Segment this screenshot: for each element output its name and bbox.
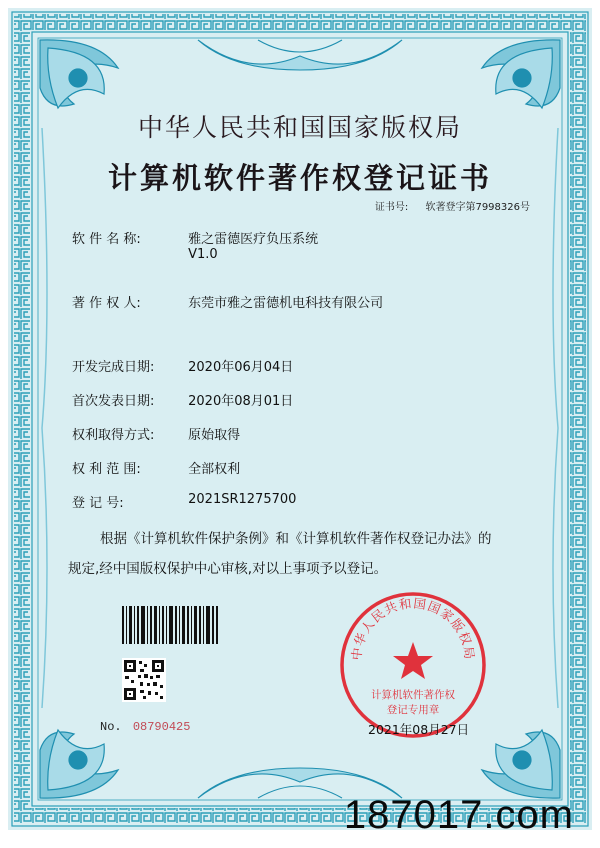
watermark-text: 187017.com bbox=[343, 793, 574, 837]
field-software-name bbox=[72, 228, 318, 262]
field-label: 权利取得方式: bbox=[72, 428, 155, 443]
certificate-title: 计算机软件著作权登记证书 bbox=[107, 161, 492, 195]
field-value: 2021SR1275700 bbox=[188, 492, 297, 507]
corner-ornament-tr bbox=[482, 40, 560, 108]
seal-inner-line-1: 计算机软件著作权 bbox=[371, 689, 455, 701]
certificate-number bbox=[375, 198, 530, 213]
field-value: 全部权利 bbox=[188, 462, 241, 477]
serial-label: No. bbox=[100, 720, 122, 734]
legal-statement bbox=[68, 524, 538, 584]
field-label: 首次发表日期: bbox=[72, 394, 155, 409]
field-rights-scope bbox=[72, 458, 240, 477]
legal-statement-line-2: 规定,经中国版权保护中心审核,对以上事项予以登记。 bbox=[68, 561, 388, 577]
field-value: 2020年08月01日 bbox=[188, 394, 294, 409]
field-publication-date bbox=[72, 390, 293, 409]
field-completion-date bbox=[72, 356, 293, 375]
field-registration-number bbox=[72, 492, 296, 511]
corner-ornament-br bbox=[482, 730, 560, 798]
field-label: 权 利 范 围: bbox=[72, 462, 141, 477]
seal-arc-text: 中华人民共和国国家版权局 bbox=[348, 595, 478, 661]
field-label: 登 记 号: bbox=[72, 496, 124, 511]
field-label: 开发完成日期: bbox=[72, 360, 155, 375]
software-version: V1.0 bbox=[188, 247, 218, 262]
star-icon bbox=[393, 642, 433, 679]
corner-ornament-bl bbox=[40, 730, 118, 798]
serial-number bbox=[100, 720, 190, 734]
certificate-number-value: 软著登字第7998326号 bbox=[425, 202, 530, 213]
serial-value: 08790425 bbox=[132, 720, 191, 734]
corner-ornament-tl bbox=[40, 40, 118, 108]
field-acquisition-method bbox=[72, 424, 240, 443]
legal-statement-line-1: 根据《计算机软件保护条例》和《计算机软件著作权登记办法》的 bbox=[100, 531, 492, 547]
official-seal bbox=[338, 590, 488, 740]
issue-date: 2021年08月27日 bbox=[368, 722, 470, 737]
field-copyright-owner bbox=[72, 292, 383, 311]
seal-inner-line-2: 登记专用章 bbox=[386, 704, 440, 716]
certificate-number-label: 证书号: bbox=[374, 202, 409, 213]
field-value: 2020年06月04日 bbox=[188, 360, 294, 375]
barcode bbox=[122, 606, 218, 644]
field-label: 软 件 名 称: bbox=[72, 232, 141, 247]
top-center-ornament bbox=[198, 40, 402, 70]
field-value: 雅之雷德医疗负压系统 bbox=[188, 232, 319, 247]
certificate bbox=[8, 8, 592, 830]
field-label: 著 作 权 人: bbox=[72, 296, 141, 311]
issuer-name: 中华人民共和国国家版权局 bbox=[137, 113, 462, 142]
right-vine bbox=[553, 128, 558, 708]
left-vine bbox=[42, 128, 47, 708]
field-value: 原始取得 bbox=[188, 428, 241, 443]
field-value: 东莞市雅之雷德机电科技有限公司 bbox=[188, 296, 384, 311]
qr-code bbox=[122, 658, 166, 702]
